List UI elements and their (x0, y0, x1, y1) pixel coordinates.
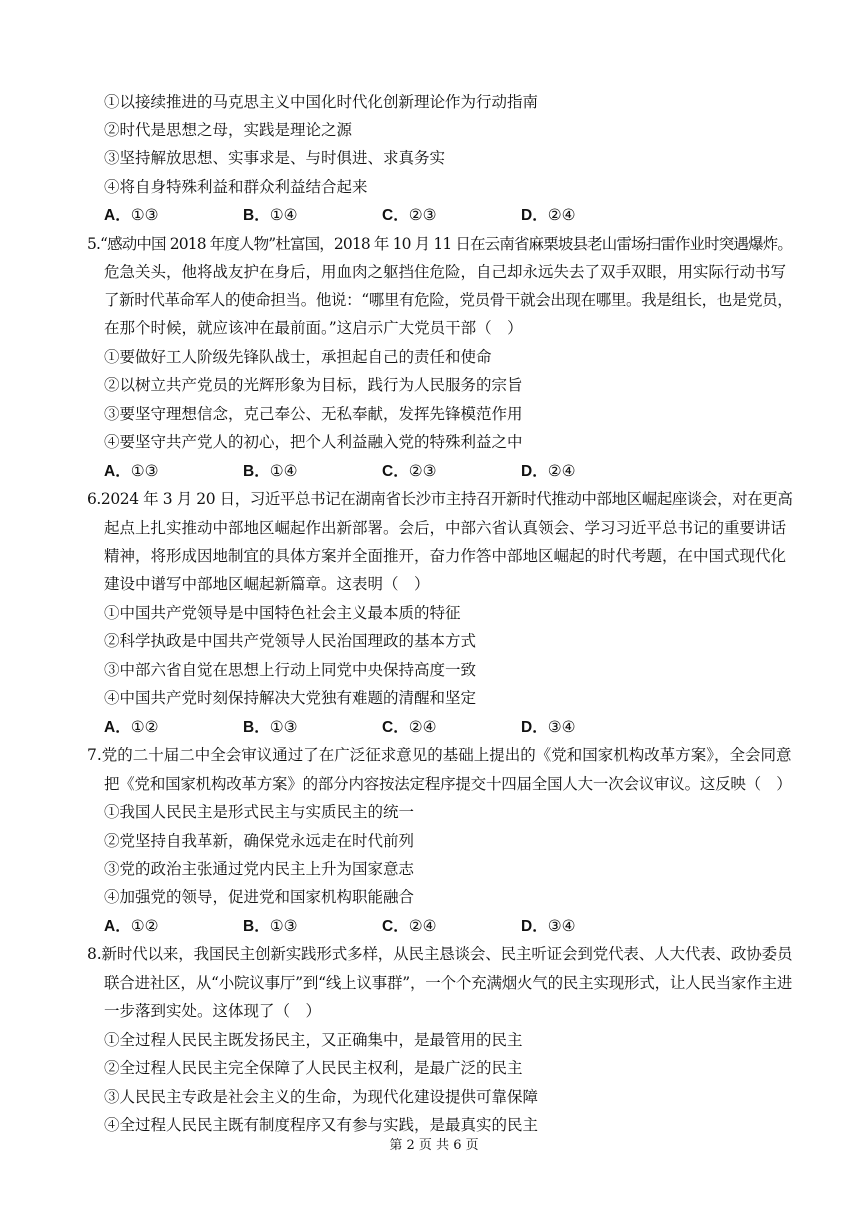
option-a: A．①③ (104, 206, 159, 224)
question-stem: 8.新时代以来，我国民主创新实践形式多样，从民主恳谈会、民主听证会到党代表、人大代表、政协委员 (87, 945, 793, 963)
question-stem: 精神，将形成因地制宜的具体方案并全面推开，奋力作答中部地区崛起的时代考题，在中国式现代化 (104, 547, 787, 565)
question-stem: 把《党和国家机构改革方案》的部分内容按法定程序提交十四届全国人大一次会议审议。这反映（ ） (104, 775, 792, 793)
choice-item: ①以接续推进的马克思主义中国化时代化创新理论作为行动指南 (104, 93, 539, 111)
choice-item: ②全过程人民民主完全保障了人民民主权利，是最广泛的民主 (104, 1059, 523, 1077)
question-stem: 在那个时候，就应该冲在最前面。”这启示广大党员干部（ ） (104, 319, 523, 337)
answer-options (104, 205, 664, 225)
option-c: C．②③ (382, 206, 437, 224)
option-a: A．①② (104, 718, 159, 736)
answer-options (104, 461, 664, 481)
question-stem: 起点上扎实推动中部地区崛起作出新部署。会后，中部六省认真领会、学习习近平总书记的重要讲话 (104, 519, 787, 537)
answer-options (104, 717, 664, 737)
option-d: D．②④ (521, 462, 576, 480)
option-d: D．③④ (521, 718, 576, 736)
question-stem: 联合进社区，从“小院议事厅”到“线上议事群”，一个个充满烟火气的民主实现形式，让人民当家作主进 (104, 974, 793, 992)
question-stem: 了新时代革命军人的使命担当。他说：“哪里有危险，党员骨干就会出现在哪里。我是组长，也是党员， (104, 291, 793, 309)
choice-item: ③中部六省自觉在思想上行动上同党中央保持高度一致 (104, 661, 477, 679)
option-c: C．②④ (382, 917, 437, 935)
choice-item: ①要做好工人阶级先锋队战士，承担起自己的责任和使命 (104, 348, 492, 366)
choice-item: ④加强党的领导，促进党和国家机构职能融合 (104, 888, 415, 906)
choice-item: ④要坚守共产党人的初心，把个人利益融入党的特殊利益之中 (104, 433, 523, 451)
option-c: C．②④ (382, 718, 437, 736)
option-d: D．③④ (521, 917, 576, 935)
choice-item: ②科学执政是中国共产党领导人民治国理政的基本方式 (104, 632, 477, 650)
question-stem: 危急关头，他将战友护在身后，用血肉之躯挡住危险，自己却永远失去了双手双眼，用实际行动书写 (104, 263, 787, 281)
choice-item: ①我国人民民主是形式民主与实质民主的统一 (104, 803, 415, 821)
choice-item: ③人民民主专政是社会主义的生命，为现代化建设提供可靠保障 (104, 1088, 539, 1106)
choice-item: ①全过程人民民主既发扬民主，又正确集中，是最管用的民主 (104, 1031, 523, 1049)
choice-item: ④将自身特殊利益和群众利益结合起来 (104, 178, 368, 196)
choice-item: ③党的政治主张通过党内民主上升为国家意志 (104, 860, 415, 878)
question-stem: 7.党的二十届二中全会审议通过了在广泛征求意见的基础上提出的《党和国家机构改革方案》，全会同意 (87, 746, 792, 764)
question-stem: 6.2024 年 3 月 20 日，习近平总书记在湖南省长沙市主持召开新时代推动中部地区崛起座谈会，对在更高 (87, 490, 793, 508)
choice-item: ③坚持解放思想、实事求是、与时俱进、求真务实 (104, 149, 446, 167)
choice-item: ②以树立共产党员的光辉形象为目标，践行为人民服务的宗旨 (104, 376, 523, 394)
option-a: A．①② (104, 917, 159, 935)
option-c: C．②③ (382, 462, 437, 480)
option-b: B．①④ (243, 206, 298, 224)
question-stem: 一步落到实处。这体现了（ ） (104, 1002, 322, 1020)
option-b: B．①④ (243, 462, 298, 480)
choice-item: ①中国共产党领导是中国特色社会主义最本质的特征 (104, 604, 461, 622)
choice-item: ②时代是思想之母，实践是理论之源 (104, 121, 353, 139)
question-stem: 5.“感动中国 2018 年度人物”杜富国，2018 年 10 月 11 日在云南省麻栗坡县老山雷场扫雷作业时突遇爆炸。 (87, 235, 792, 253)
answer-options (104, 916, 664, 936)
choice-item: ②党坚持自我革新，确保党永远走在时代前列 (104, 832, 415, 850)
page-number-footer: 第 2 页 共 6 页 (389, 1138, 479, 1153)
choice-item: ③要坚守理想信念，克己奉公、无私奉献，发挥先锋模范作用 (104, 405, 523, 423)
option-b: B．①③ (243, 917, 298, 935)
option-a: A．①③ (104, 462, 159, 480)
question-stem: 建设中谱写中部地区崛起新篇章。这表明（ ） (104, 575, 430, 593)
choice-item: ④全过程人民民主既有制度程序又有参与实践，是最真实的民主 (104, 1116, 539, 1134)
choice-item: ④中国共产党时刻保持解决大党独有难题的清醒和坚定 (104, 689, 477, 707)
option-b: B．①③ (243, 718, 298, 736)
option-d: D．②④ (521, 206, 576, 224)
